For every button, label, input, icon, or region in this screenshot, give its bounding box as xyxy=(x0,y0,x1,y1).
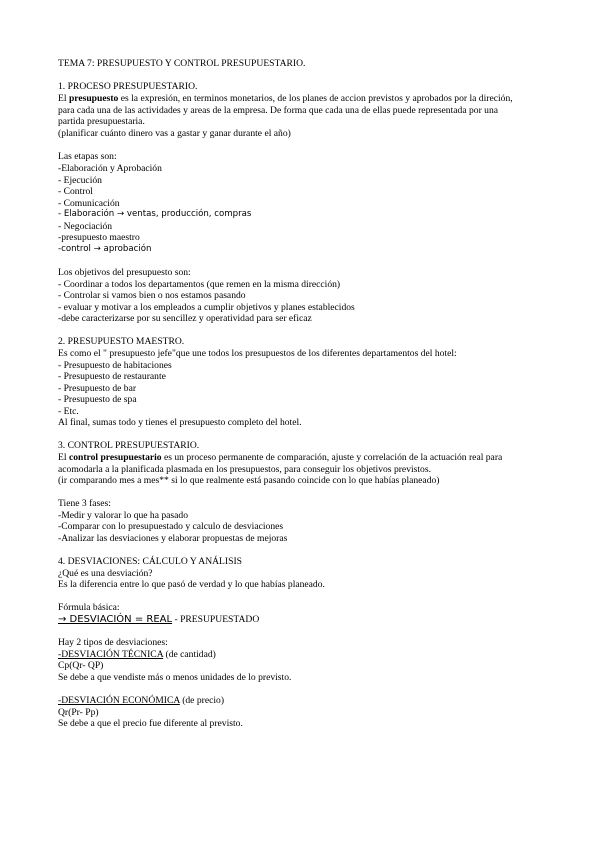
s3-def-rest: es un proceso permanente de comparación, ajuste y correlación de la actuación real para xyxy=(161,452,503,463)
eco-formula: Qr(Pr- Pp) xyxy=(58,707,99,718)
formula-intro: Fórmula básica: xyxy=(58,602,120,613)
s1-def-bold-term: presupuesto xyxy=(68,93,119,104)
formula-line xyxy=(58,614,259,626)
s2-list-item: - Presupuesto de bar xyxy=(58,383,137,394)
section-4-heading: 4. DESVIACIONES: CÁLCULO Y ANÁLISIS xyxy=(58,556,242,567)
objetivo-item: - Coordinar a todos los departamentos (que remen en la misma dirección) xyxy=(58,279,341,290)
tec-dash: - xyxy=(58,649,62,660)
fases-intro: Tiene 3 fases: xyxy=(58,498,111,509)
etapa-item: -Elaboración y Aprobación xyxy=(58,163,162,174)
etapa-item: - Elaboración → ventas, producción, compras xyxy=(58,209,252,219)
s2-intro: Es como el " presupuesto jefe"que une todos los presupuestos de los diferentes departamentos del hotel: xyxy=(58,348,457,359)
eco-label: DESVIACIÓN ECONÓMICA xyxy=(61,695,180,706)
section-2-heading: 2. PRESUPUESTO MAESTRO. xyxy=(58,336,185,347)
s1-def-rest: es la expresión, en terminos monetarios, de los planes de accion previstos y aprobados por la direción, xyxy=(118,93,513,104)
s2-list-item: - Presupuesto de restaurante xyxy=(58,371,166,382)
s2-closing: Al final, sumas todo y tienes el presupuesto completo del hotel. xyxy=(58,417,302,428)
s2-list-item: - Presupuesto de spa xyxy=(58,394,137,405)
s2-list-item: - Presupuesto de habitaciones xyxy=(58,360,172,371)
s3-definition-line-2: acomodarla a la planificada plasmada en los presupuestos, para conseguir los objetivos previstos. xyxy=(58,464,431,475)
section-1-heading: 1. PROCESO PRESUPUESTARIO. xyxy=(58,81,198,92)
formula-rest: - PRESUPUESTADO xyxy=(172,614,260,625)
tec-formula: Cp(Qr- QP) xyxy=(58,660,104,671)
formula-main: → DESVIACIÓN = REAL xyxy=(58,614,173,625)
document-title: TEMA 7: PRESUPUESTO Y CONTROL PRESUPUESTARIO. xyxy=(58,58,306,69)
s1-definition-line-3: partida presupuestaria. xyxy=(58,116,145,127)
objetivos-intro: Los objetivos del presupuesto son: xyxy=(58,267,191,278)
tec-label: DESVIACIÓN TÉCNICA xyxy=(61,649,164,660)
tipos-intro: Hay 2 tipos de desviaciones: xyxy=(58,637,168,648)
etapas-intro: Las etapas son: xyxy=(58,151,117,162)
objetivo-item: -debe caracterizarse por su sencillez y operatividad para ser eficaz xyxy=(58,313,312,324)
etapa-item: - Comunicación xyxy=(58,198,120,209)
s1-definition-line-4: (planificar cuánto dinero vas a gastar y ganar durante el año) xyxy=(58,128,291,139)
s3-definition-line-1 xyxy=(58,452,502,464)
fase-item: -Medir y valorar lo que ha pasado xyxy=(58,510,189,521)
etapa-item: - Negociación xyxy=(58,221,113,232)
s1-def-prefix: El xyxy=(58,93,69,104)
etapa-item: -presupuesto maestro xyxy=(58,232,140,243)
etapa-item: - Control xyxy=(58,186,93,197)
s4-question: ¿Qué es una desviación? xyxy=(58,568,153,579)
desviacion-tecnica-heading xyxy=(58,649,216,661)
eco-note: (de precio) xyxy=(179,695,225,706)
tec-description: Se debe a que vendiste más o menos unidades de lo previsto. xyxy=(58,672,292,683)
s3-def-prefix: El xyxy=(58,452,69,463)
s3-def-bold-term: control presupuestario xyxy=(68,452,162,463)
eco-description: Se debe a que el precio fue diferente al previsto. xyxy=(58,718,243,729)
s3-definition-line-3: (ir comparando mes a mes** si lo que realmente está pasando coincide con lo que habías planeado) xyxy=(58,475,440,486)
s2-list-item: - Etc. xyxy=(58,406,79,417)
desviacion-economica-heading xyxy=(58,695,224,707)
etapa-item: -control → aprobación xyxy=(58,244,152,254)
section-3-heading: 3. CONTROL PRESUPUESTARIO. xyxy=(58,440,200,451)
tec-note: (de cantidad) xyxy=(163,649,216,660)
fase-item: -Analizar las desviaciones y elaborar propuestas de mejoras xyxy=(58,533,288,544)
s4-answer: Es la diferencia entre lo que pasó de verdad y lo que habías planeado. xyxy=(58,579,325,590)
s1-definition-line-1 xyxy=(58,93,513,105)
fase-item: -Comparar con lo presupuestado y calculo de desviaciones xyxy=(58,521,284,532)
objetivo-item: - Controlar si vamos bien o nos estamos pasando xyxy=(58,290,246,301)
objetivo-item: - evaluar y motivar a los empleados a cumplir objetivos y planes establecidos xyxy=(58,302,355,313)
s1-definition-line-2: para cada una de las actividades y areas de la empresa. De forma que cada una de ellas puede representada por una xyxy=(58,105,499,116)
etapa-item: - Ejecución xyxy=(58,175,102,186)
eco-dash: - xyxy=(58,695,62,706)
